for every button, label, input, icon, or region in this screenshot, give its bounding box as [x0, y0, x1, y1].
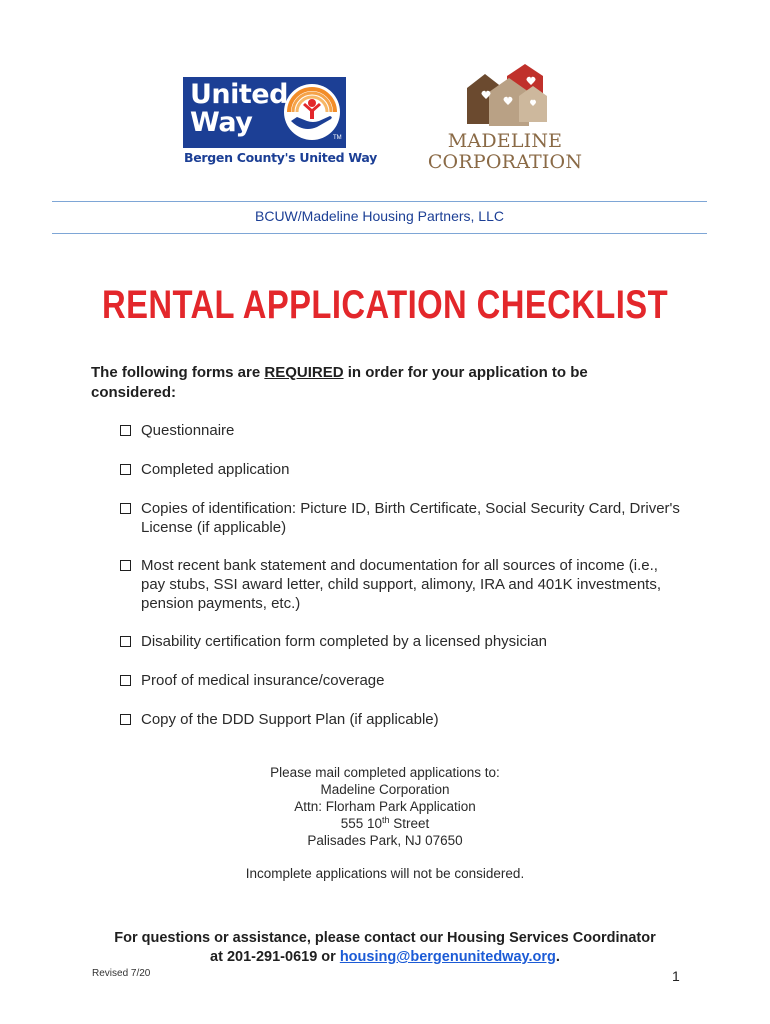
united-way-wordmark-line2: Way: [190, 107, 253, 138]
incomplete-warning: Incomplete applications will not be considered.: [245, 866, 525, 881]
street-number: 555 10: [340, 816, 382, 831]
checklist-item-label: Completed application: [141, 461, 290, 478]
checkbox[interactable]: [120, 464, 131, 475]
checklist-item-label: Most recent bank statement and documentation for all sources of income (i.e., pay stubs, SSI award letter, child support, alimony, IRA and 401K investments, pension payments, etc.): [141, 557, 661, 612]
revision-note: Revised 7/20: [92, 968, 151, 979]
united-way-wordmark: [190, 81, 288, 137]
united-way-wordmark-line1: United: [190, 79, 288, 110]
mailing-org: Madeline Corporation: [320, 782, 450, 797]
houses-icon: [463, 62, 549, 128]
trademark-mark: TM: [333, 135, 342, 141]
madeline-corporation-logo: [425, 62, 585, 174]
united-way-hand-icon: [283, 83, 341, 141]
checkbox[interactable]: [120, 636, 131, 647]
checkbox[interactable]: [120, 425, 131, 436]
checklist-item-label: Copies of identification: Picture ID, Birth Certificate, Social Security Card, Driver's License (if applicable): [141, 500, 680, 536]
page-number: 1: [672, 968, 680, 984]
street-name: Street: [389, 816, 430, 831]
partners-heading: BCUW/Madeline Housing Partners, LLC: [255, 208, 504, 224]
intro-paragraph: [91, 363, 671, 402]
madeline-wordmark-line2: CORPORATION: [427, 151, 583, 173]
mailing-instructions: Please mail completed applications to:: [270, 765, 500, 780]
top-divider: [52, 201, 707, 202]
united-way-subtitle: Bergen County's United Way: [184, 150, 377, 165]
intro-text-before: The following forms are: [91, 364, 265, 381]
checklist-item-label: Copy of the DDD Support Plan (if applicable): [141, 711, 439, 728]
mailing-attn: Attn: Florham Park Application: [294, 799, 476, 814]
checkbox[interactable]: [120, 675, 131, 686]
checkbox[interactable]: [120, 503, 131, 514]
bottom-divider: [52, 233, 707, 234]
united-way-logo: [183, 77, 377, 169]
madeline-wordmark-line1: MADELINE: [447, 130, 563, 152]
contact-info: [60, 929, 710, 967]
united-way-logo-box: [183, 77, 346, 148]
checkbox[interactable]: [120, 560, 131, 571]
checklist-item-label: Questionnaire: [141, 422, 235, 439]
mailing-city: Palisades Park, NJ 07650: [307, 833, 463, 848]
street-ordinal-suffix: th: [382, 815, 390, 825]
page-title: RENTAL APPLICATION CHECKLIST: [101, 283, 669, 327]
contact-phone-text: at 201-291-0619 or: [210, 949, 340, 965]
checklist-item-label: Proof of medical insurance/coverage: [141, 672, 385, 689]
intro-required-emphasis: REQUIRED: [264, 364, 344, 381]
mailing-street: [0, 815, 770, 832]
contact-period: .: [555, 949, 560, 965]
contact-email-link[interactable]: housing@bergenunitedway.org: [339, 949, 556, 965]
contact-line-1: For questions or assistance, please contact our Housing Services Coordinator: [114, 930, 656, 946]
checkbox[interactable]: [120, 714, 131, 725]
checklist-item-label: Disability certification form completed by a licensed physician: [141, 633, 548, 650]
intro-text-after: in order for your application to be considered:: [91, 364, 588, 401]
contact-line-2: [60, 948, 710, 967]
